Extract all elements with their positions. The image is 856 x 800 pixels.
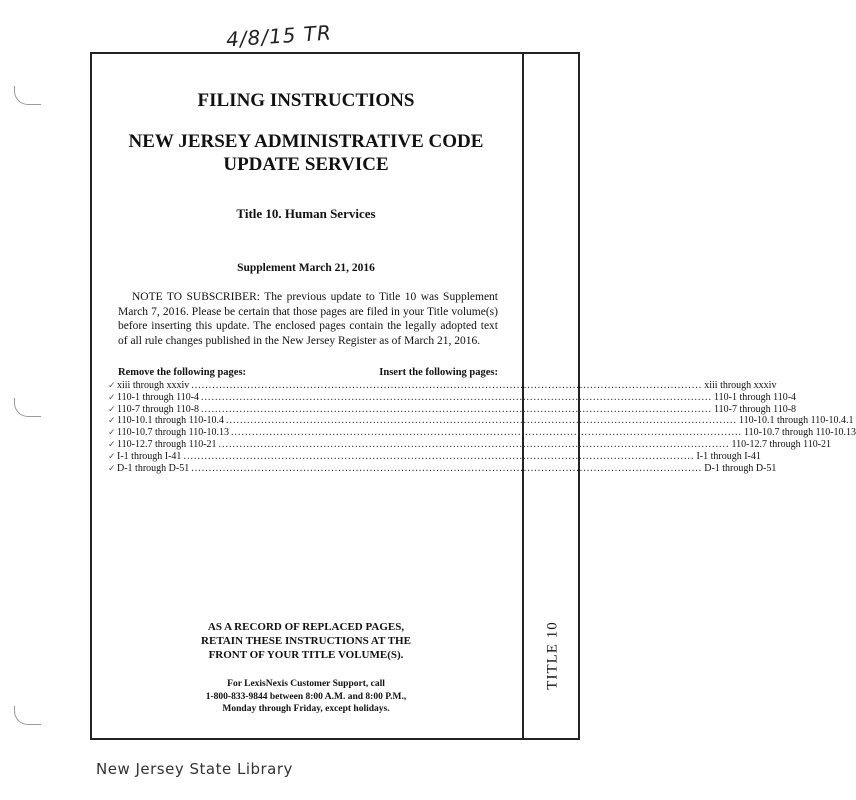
check-mark-icon: ✓ [108, 380, 116, 390]
page-list [108, 380, 856, 474]
check-mark-icon: ✓ [108, 438, 116, 449]
check-mark-icon: ✓ [108, 415, 116, 426]
leader-dots: .................................................................................................................................................. [201, 391, 713, 403]
title-tab-label: TITLE 10 [544, 620, 561, 690]
insert-pages: 110-10.7 through 110-10.13 [744, 427, 856, 439]
check-mark-icon: ✓ [108, 403, 116, 414]
margin-mark [14, 706, 41, 725]
insert-pages: 110-12.7 through 110-21 [731, 438, 832, 450]
library-stamp: New Jersey State Library [96, 760, 293, 778]
check-mark-icon: ✓ [108, 450, 116, 461]
remove-pages: 110-1 through 110-4 [117, 391, 200, 403]
code-name-line: NEW JERSEY ADMINISTRATIVE CODE [128, 131, 484, 152]
leader-dots: .................................................................................................................................................. [191, 462, 703, 474]
remove-pages: D-1 through D-51 [117, 462, 190, 474]
leader-dots: .................................................................................................................................................. [226, 415, 738, 427]
list-item [108, 415, 854, 427]
title-tab [538, 610, 568, 700]
remove-pages: xiii through xxxiv [117, 380, 190, 391]
leader-dots: .................................................................................................................................................. [201, 403, 713, 415]
insert-pages: D-1 through D-51 [704, 462, 777, 474]
insert-pages: I-1 through I-41 [696, 450, 761, 462]
list-item [108, 391, 797, 404]
list-item [108, 450, 761, 463]
record-notice [96, 620, 516, 662]
update-service-line: UPDATE SERVICE [223, 154, 389, 175]
title-line: Title 10. Human Services [236, 206, 376, 221]
list-item [108, 438, 832, 451]
record-notice-line: RETAIN THESE INSTRUCTIONS AT THE [201, 635, 411, 647]
insert-pages: 110-10.1 through 110-10.4.1 [739, 415, 854, 427]
list-item [108, 403, 797, 416]
leader-dots: .................................................................................................................................................. [191, 380, 703, 391]
support-hours-line: Monday through Friday, except holidays. [222, 704, 390, 714]
margin-mark [14, 398, 41, 417]
remove-pages: 110-10.1 through 110-10.4 [117, 415, 225, 427]
leader-dots: .................................................................................................................................................. [231, 427, 743, 439]
margin-mark [14, 86, 41, 105]
handwritten-date-note: 4/8/15 TR [225, 20, 333, 52]
customer-support-notice [96, 678, 516, 716]
leader-dots: .................................................................................................................................................. [183, 450, 695, 462]
remove-pages: 110-12.7 through 110-21 [117, 438, 217, 450]
check-mark-icon: ✓ [108, 391, 116, 402]
insert-pages: xiii through xxxiv [704, 380, 777, 391]
filing-instructions-heading: FILING INSTRUCTIONS [197, 90, 415, 111]
list-item [108, 462, 777, 475]
check-mark-icon: ✓ [108, 462, 116, 473]
note-to-subscriber: NOTE TO SUBSCRIBER: The previous update to Title 10 was Supplement March 7, 2016. Please be certain that those pages are filed in your Title volume(s) before inserting this update. The enclosed pages contain the legally adopted text of all rule changes published in the New Jersey Register as of March 21, 2016. [118, 291, 498, 347]
insert-header: Insert the following pages: [379, 367, 498, 378]
record-notice-line: FRONT OF YOUR TITLE VOLUME(S). [208, 649, 404, 661]
insert-pages: 110-7 through 110-8 [714, 403, 797, 415]
support-line: For LexisNexis Customer Support, call [227, 679, 385, 689]
code-name-heading [96, 130, 516, 176]
record-notice-line: AS A RECORD OF REPLACED PAGES, [207, 621, 405, 633]
insert-pages: 110-1 through 110-4 [714, 391, 797, 403]
list-item [108, 427, 856, 439]
supplement-line: Supplement March 21, 2016 [237, 262, 375, 274]
remove-pages: I-1 through I-41 [117, 450, 182, 462]
list-item [108, 380, 777, 392]
check-mark-icon: ✓ [108, 427, 116, 438]
leader-dots: .................................................................................................................................................. [218, 438, 730, 450]
remove-header: Remove the following pages: [118, 367, 247, 378]
remove-pages: 110-7 through 110-8 [117, 403, 200, 415]
remove-pages: 110-10.7 through 110-10.13 [117, 427, 230, 439]
support-phone-line: 1-800-833-9844 between 8:00 A.M. and 8:00 P.M., [205, 691, 407, 702]
